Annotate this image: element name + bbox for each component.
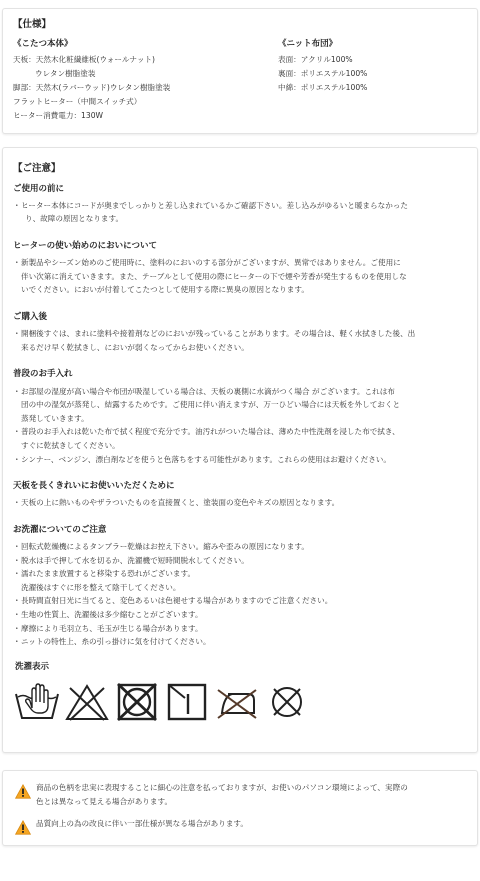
list-item: ・ 天板の上に熱いものやザラついたものを直接置くと、塗装面の変色やキズの原因となります。 [13,496,459,510]
section-before-use [13,183,467,226]
section-heading: ご購入後 [13,312,48,323]
no-dry-clean-icon [264,682,310,722]
list-item: り、故障の原因となります。 [25,214,124,224]
list-item: ・ 普段のお手入れは乾いた布で拭く程度で充分です。油汚れがついた場合は、薄めた中性洗剤を浸した布で拭き、 [13,425,459,439]
list-item: いでください。においが付着してこたつとして使用する際に異臭の原因となります。 [21,285,309,295]
section-heading: お洗濯についてのご注意 [13,524,107,535]
spec-line: 表面：アクリル100% [278,54,353,64]
list-item: ・ 新製品やシーズン始めのご使用時に、塗料のにおいのする部分がございますが、異常ではありません。ご使用に [13,256,459,270]
section-tabletop-care [13,480,467,510]
list-item: 団の中の湿気が蒸発し、結露するためです。ご使用に伴い消えますが、万一ひどい場合には天板を外しておくと [21,400,401,410]
list-item: ・ 回転式乾燥機によるタンブラー乾燥はお控え下さい。縮みや歪みの原因になります。 [13,540,459,554]
list-item: ・ 開梱後すぐは、まれに塗料や接着剤などのにおいが残っていることがあります。その場合は、軽く水拭きした後、出 [13,327,459,341]
hand-wash-icon [14,682,60,722]
section-heading: ヒーターの使い始めのにおいについて [13,241,157,252]
section-after-purchase [13,311,467,354]
warning-card [2,770,478,846]
spec-line: 中綿：ポリエステル100% [278,82,368,92]
list-item: 伴い次第に消えていきます。また、テーブルとして使用の際にヒーターの下で煙や芳香が発生するものを使用しな [21,271,407,281]
kotatsu-spec [13,38,275,123]
warning-text: 色とは異なって見える場合があります。 [36,797,173,806]
iron-low-icon [214,682,260,722]
spec-card [2,8,478,134]
warning-item [13,781,467,809]
list-item: ・ 生地の性質上、洗濯後は多少縮むことがございます。 [13,608,459,622]
spec-line: 裏面：ポリエステル100% [278,68,368,78]
spec-line: 脚部：天然木(ラバーウッド)ウレタン樹脂塗装 [13,82,171,92]
section-daily-care [13,368,467,466]
list-item: ・ シンナー、ベンジン、漂白剤などを使うと色落ちをする可能性があります。これらの使用はお避けください。 [13,453,459,467]
list-item: ・ ニットの特性上、糸の引っ掛けに気を付けてください。 [13,635,459,649]
warning-text: 品質向上の為の改良に伴い一部仕様が異なる場合があります。 [36,819,249,828]
futon-spec [275,38,465,123]
section-heater-smell [13,240,467,297]
wash-heading: 洗濯表示 [15,661,50,672]
warning-item [13,817,467,835]
wash-symbols [14,682,467,722]
list-item: ・ 脱水は手で押して水を切るか、洗濯機で短時間脱水してください。 [13,554,459,568]
no-bleach-icon [64,682,110,722]
list-item: ・ お部屋の湿度が高い場合や布団が吸湿している場合は、天板の裏側に水滴がつく場合 がございます。これは布 [13,385,459,399]
futon-heading: 《ニット布団》 [278,38,338,49]
kotatsu-heading: 《こたつ本体》 [13,38,73,49]
spec-title: 【仕様】 [13,19,52,30]
list-item: ・ 濡れたまま放置すると移染する恐れがございます。 [13,567,459,581]
list-item: ・ 長時間直射日光に当てると、変色あるいは色褪せする場合がありますのでご注意ください。 [13,594,459,608]
spec-line: フラットヒーター（中間スイッチ式） [13,96,142,106]
section-heading: 普段のお手入れ [13,369,73,380]
notice-title: 【ご注意】 [13,163,61,174]
spec-line: 天板：天然木化粧繊維板(ウォールナット) [13,54,156,64]
list-item: 来るだけ早く乾拭きし、においが弱くなってからお使いください。 [21,342,249,352]
section-heading: 天板を長くきれいにお使いいただくために [13,481,175,492]
list-item: ・ ヒーター本体にコードが奥までしっかりと差し込まれているかご確認下さい。差し込みがゆるいと暖まらなかった [13,199,459,213]
spec-line: ウレタン樹脂塗装 [35,68,96,78]
section-heading: ご使用の前に [13,183,65,194]
no-tumble-dry-icon [114,682,160,722]
warning-icon [15,784,31,799]
spec-line: ヒーター消費電力：130W [13,110,104,120]
list-item: 蒸発していきます。 [21,413,89,423]
notice-card [2,147,478,753]
warning-text: 商品の色柄を忠実に表現することに細心の注意を払っておりますが、お使いのパソコン環境によって、実際の [36,783,408,792]
section-washing [13,524,467,649]
list-item: 洗濯後はすぐに形を整えて陰干してください。 [21,582,181,592]
list-item: ・ 摩擦により毛羽立ち、毛玉が生じる場合があります。 [13,622,459,636]
list-item: すぐに乾拭きしてください。 [21,440,120,450]
warning-icon [15,820,31,835]
line-dry-icon [164,682,210,722]
